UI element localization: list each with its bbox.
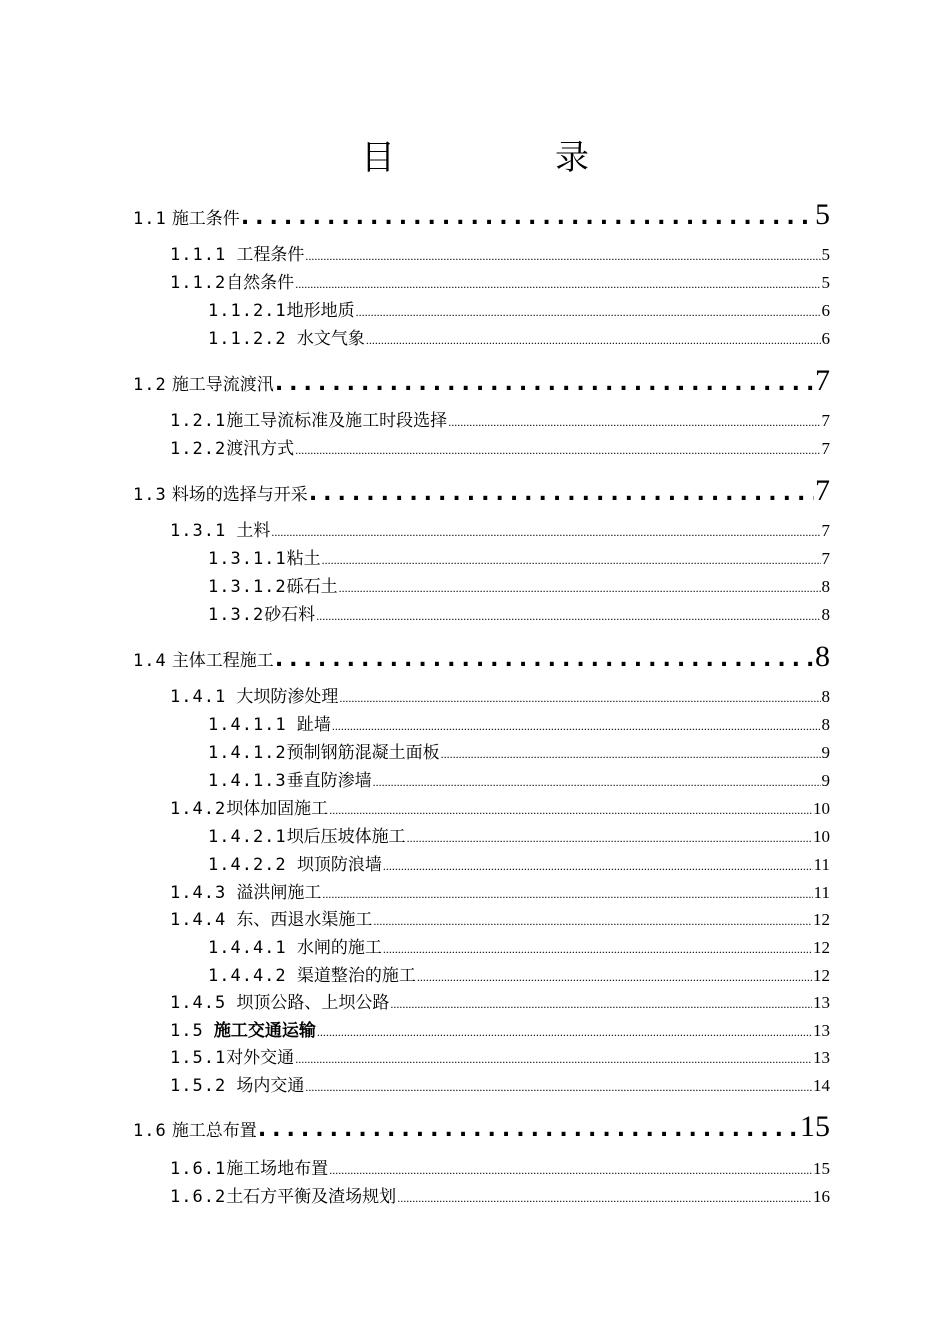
dot-leader xyxy=(295,443,820,458)
toc-entry-page: 13 xyxy=(813,1021,830,1040)
toc-entry-label: 坝顶公路、上坝公路 xyxy=(236,993,390,1013)
toc-entry[interactable] xyxy=(133,476,830,506)
dot-leader xyxy=(329,803,812,818)
toc-entry-page: 13 xyxy=(813,1048,830,1067)
toc-entry-page: 8 xyxy=(821,715,830,734)
toc-entry-label: 垂直防渗墙 xyxy=(286,771,372,791)
dot-leader xyxy=(373,775,821,790)
toc-entry[interactable] xyxy=(208,850,830,875)
dot-leader xyxy=(441,747,821,762)
toc-entry-page: 10 xyxy=(813,827,830,846)
toc-entry-number: 1.4.2.2 xyxy=(208,855,287,875)
dot-leader xyxy=(322,887,812,902)
toc-entry-number: 1.5.1 xyxy=(170,1048,227,1068)
toc-entry-label: 砂石料 xyxy=(264,605,316,625)
dot-leader xyxy=(241,205,814,230)
toc-entry[interactable] xyxy=(208,600,830,625)
toc-entry[interactable] xyxy=(170,794,830,819)
dot-leader xyxy=(397,1191,812,1206)
toc-entry-label: 工程条件 xyxy=(236,245,305,265)
toc-entry-page: 6 xyxy=(821,329,830,348)
toc-entry-page: 8 xyxy=(815,640,830,673)
toc-entry-page: 16 xyxy=(813,1187,830,1206)
toc-entry-page: 15 xyxy=(813,1159,830,1178)
toc-entry-number: 1.2.1 xyxy=(170,411,227,431)
toc-entry-number: 1.4.4.2 xyxy=(208,966,287,986)
toc-entry[interactable] xyxy=(208,738,830,763)
toc-entry-number: 1.4.4.1 xyxy=(208,938,287,958)
toc-entry-page: 11 xyxy=(813,883,830,902)
dot-leader xyxy=(356,305,821,320)
toc-entry-number: 1.1.2 xyxy=(170,273,227,293)
toc-entry-page: 7 xyxy=(821,521,830,540)
toc-entry-label: 渡汛方式 xyxy=(226,439,295,459)
toc-entry[interactable] xyxy=(133,366,830,396)
dot-leader xyxy=(258,1117,799,1142)
toc-entry-label: 场内交通 xyxy=(236,1076,305,1096)
toc-entry[interactable] xyxy=(170,406,830,431)
toc-entry-number: 1.3.1.1 xyxy=(208,549,287,569)
dot-leader xyxy=(329,1163,812,1178)
toc-entry-number: 1.3.1 xyxy=(170,521,227,541)
toc-entry[interactable] xyxy=(208,822,830,847)
toc-entry[interactable] xyxy=(170,1043,830,1068)
toc-entry-number: 1.1.2.2 xyxy=(208,329,287,349)
toc-entry-label: 施工导流渡汛 xyxy=(171,375,274,395)
toc-entry[interactable] xyxy=(170,516,830,541)
toc-entry-label: 料场的选择与开采 xyxy=(171,485,308,505)
toc-entry-number: 1.4.1.3 xyxy=(208,771,287,791)
toc-entry-page: 12 xyxy=(813,938,830,957)
toc-entry[interactable] xyxy=(170,1016,830,1041)
toc-entry-number: 1.3 xyxy=(133,485,167,505)
dot-leader xyxy=(383,859,813,874)
dot-leader xyxy=(305,249,820,264)
toc-entry[interactable] xyxy=(170,1154,830,1179)
toc-entry-page: 7 xyxy=(815,364,830,397)
title-char-2: 录 xyxy=(555,138,589,178)
toc-entry-label: 主体工程施工 xyxy=(171,651,274,671)
toc-entry-label: 自然条件 xyxy=(226,273,295,293)
toc-entry-label: 趾墙 xyxy=(296,715,331,735)
toc-entry-label: 水闸的施工 xyxy=(296,938,382,958)
title-char-1: 目 xyxy=(361,138,395,178)
toc-entry-page: 8 xyxy=(821,605,830,624)
toc-entry-number: 1.5.2 xyxy=(170,1076,227,1096)
toc-entry-page: 5 xyxy=(821,245,830,264)
toc-entry-label: 大坝防渗处理 xyxy=(236,687,339,707)
toc-entry-label: 施工场地布置 xyxy=(226,1159,329,1179)
toc-entry-number: 1.2 xyxy=(133,375,167,395)
toc-entry-page: 8 xyxy=(821,687,830,706)
toc-entry-number: 1.6.1 xyxy=(170,1159,227,1179)
toc-entry-label: 溢洪闸施工 xyxy=(236,883,322,903)
dot-leader xyxy=(275,371,814,396)
toc-entry-label: 渠道整治的施工 xyxy=(296,966,416,986)
toc-entry-page: 7 xyxy=(821,439,830,458)
dot-leader xyxy=(383,942,812,957)
toc-entry[interactable] xyxy=(170,988,830,1013)
toc-entry[interactable] xyxy=(170,1182,830,1207)
toc-entry[interactable] xyxy=(208,296,830,321)
toc-entry-number: 1.1 xyxy=(133,209,167,229)
dot-leader xyxy=(316,609,820,624)
toc-entry-label: 施工导流标准及施工时段选择 xyxy=(226,411,448,431)
dot-leader xyxy=(366,333,821,348)
toc-entry-page: 10 xyxy=(813,799,830,818)
toc-entry-label: 预制钢筋混凝土面板 xyxy=(286,743,440,763)
toc-entry[interactable] xyxy=(208,710,830,735)
toc-entry[interactable] xyxy=(133,642,830,672)
toc-entry-number: 1.4.5 xyxy=(170,993,227,1013)
dot-leader xyxy=(407,831,812,846)
toc-entry[interactable] xyxy=(170,905,830,930)
dot-leader xyxy=(417,970,812,985)
toc-entry-number: 1.4.2 xyxy=(170,799,227,819)
toc-entry-page: 12 xyxy=(813,910,830,929)
toc-entry-label: 坝体加固施工 xyxy=(226,799,329,819)
toc-entry[interactable] xyxy=(170,1071,830,1096)
toc-entry-number: 1.4.3 xyxy=(170,883,227,903)
toc-entry[interactable] xyxy=(170,240,830,265)
toc-entry-page: 7 xyxy=(821,549,830,568)
dot-leader xyxy=(275,647,814,672)
toc-entry-label: 对外交通 xyxy=(226,1048,295,1068)
dot-leader xyxy=(339,691,820,706)
toc-entry[interactable] xyxy=(170,878,830,903)
toc-entry[interactable] xyxy=(208,933,830,958)
toc-entry-page: 13 xyxy=(813,993,830,1012)
toc-entry-page: 8 xyxy=(821,577,830,596)
dot-leader xyxy=(295,1052,812,1067)
toc-entry-page: 7 xyxy=(821,411,830,430)
dot-leader xyxy=(309,481,814,506)
toc-entry[interactable] xyxy=(170,268,830,293)
toc-entry-page: 6 xyxy=(821,301,830,320)
toc-entry-page: 9 xyxy=(821,743,830,762)
toc-entry-label: 东、西退水渠施工 xyxy=(236,910,373,930)
toc-entry-number: 1.3.2 xyxy=(208,605,265,625)
toc-entry-label: 粘土 xyxy=(286,549,321,569)
dot-leader xyxy=(295,277,820,292)
toc-entry-label: 施工总布置 xyxy=(171,1121,257,1141)
toc-entry-label: 坝后压坡体施工 xyxy=(286,827,406,847)
toc-entry-page: 12 xyxy=(813,966,830,985)
toc-entry-label: 地形地质 xyxy=(286,301,355,321)
toc-entry-number: 1.4.1.1 xyxy=(208,715,287,735)
dot-leader xyxy=(332,719,821,734)
toc-entry[interactable] xyxy=(208,766,830,791)
dot-leader xyxy=(305,1080,812,1095)
toc-entry-number: 1.2.2 xyxy=(170,439,227,459)
toc-entry-number: 1.4.2.1 xyxy=(208,827,287,847)
toc-entry-number: 1.4.1 xyxy=(170,687,227,707)
toc-entry[interactable] xyxy=(208,961,830,986)
toc-entry-label: 土料 xyxy=(236,521,271,541)
toc-entry-page: 9 xyxy=(821,771,830,790)
toc-entry[interactable] xyxy=(170,434,830,459)
dot-leader xyxy=(339,581,821,596)
toc-entry[interactable] xyxy=(208,324,830,349)
dot-leader xyxy=(317,1025,812,1040)
toc-entry-label: 土石方平衡及渣场规划 xyxy=(226,1187,397,1207)
toc-entry-label: 水文气象 xyxy=(296,329,365,349)
toc-entry[interactable] xyxy=(133,200,830,230)
toc-entry-number: 1.5 xyxy=(170,1021,204,1041)
dot-leader xyxy=(322,553,821,568)
toc-entry-number: 1.4.1.2 xyxy=(208,743,287,763)
toc-entry-label: 施工条件 xyxy=(171,209,240,229)
dot-leader xyxy=(373,914,812,929)
toc-entry-page: 5 xyxy=(815,198,830,231)
toc-entry-number: 1.4 xyxy=(133,651,167,671)
toc-entry-number: 1.4.4 xyxy=(170,910,227,930)
toc-entry-label: 坝顶防浪墙 xyxy=(296,855,382,875)
toc-entry-label: 施工交通运输 xyxy=(213,1021,316,1041)
toc-entry[interactable] xyxy=(170,682,830,707)
toc-entry[interactable] xyxy=(208,572,830,597)
toc-entry-number: 1.1.1 xyxy=(170,245,227,265)
toc-entry-label: 砾石土 xyxy=(286,577,338,597)
dot-leader xyxy=(271,525,820,540)
toc-entry-page: 14 xyxy=(813,1076,830,1095)
toc-entry-number: 1.6.2 xyxy=(170,1187,227,1207)
toc-entry-page: 11 xyxy=(813,855,830,874)
toc-entry-number: 1.3.1.2 xyxy=(208,577,287,597)
toc-entry-number: 1.6 xyxy=(133,1121,167,1141)
toc-entry[interactable] xyxy=(133,1112,830,1142)
toc-entry-page: 5 xyxy=(821,273,830,292)
toc-entry[interactable] xyxy=(208,544,830,569)
dot-leader xyxy=(448,415,820,430)
dot-leader xyxy=(390,997,812,1012)
toc-entry-number: 1.1.2.1 xyxy=(208,301,287,321)
toc-entry-page: 15 xyxy=(800,1110,830,1143)
toc-entry-page: 7 xyxy=(815,474,830,507)
